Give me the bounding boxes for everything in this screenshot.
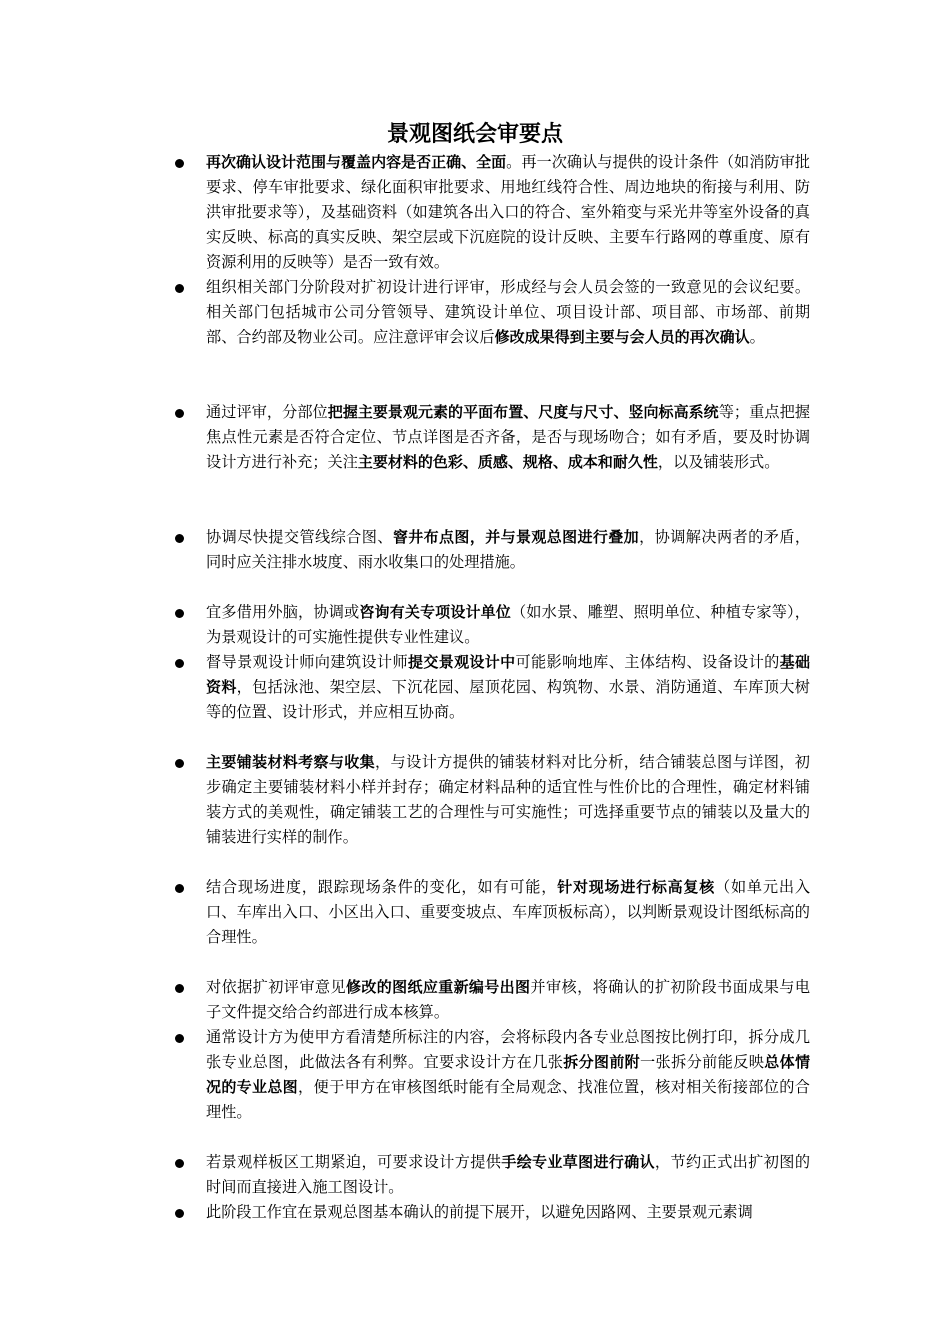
emphasis-text: 拆分图前附 — [563, 1053, 641, 1071]
list-item-text — [206, 525, 810, 575]
body-text: 并审核，将确认的扩初阶段书面成果与电子文件提交给合约部进行成本核算。 — [206, 978, 811, 1021]
body-text: 督导景观设计师向建筑设计师 — [206, 653, 409, 671]
bullet-icon — [175, 609, 184, 618]
body-text: ，包括泳池、架空层、下沉花园、屋顶花园、构筑物、水景、消防通道、车库顶大树等的位置、设计形式，并应相互协商。 — [206, 678, 810, 721]
list-item-text — [206, 400, 810, 475]
body-text: 协调尽快提交管线综合图、 — [206, 528, 393, 546]
list-item-text — [206, 1150, 810, 1200]
body-text: 等；重点把握焦点性元素是否符合定位、节点详图是否齐备，是否与现场吻合；如有矛盾，要及时协调设计方进行补充；关注 — [206, 403, 811, 471]
bullet-icon — [175, 659, 184, 668]
emphasis-text: 修改成果得到主要与会人员的再次确认 — [494, 328, 750, 346]
bullet-icon — [175, 1209, 184, 1218]
bullet-icon — [175, 984, 184, 993]
bullet-icon — [175, 1159, 184, 1168]
emphasis-text: 咨询有关专项设计单位 — [359, 603, 511, 621]
body-text: ，协调解决两者的矛盾，同时应关注排水坡度、雨水收集口的处理措施。 — [206, 528, 811, 571]
bullet-icon — [175, 159, 184, 168]
body-text: 若景观样板区工期紧迫，可要求设计方提供 — [206, 1153, 502, 1171]
body-text: ，与设计方提供的铺装材料对比分析，结合铺装总图与详图，初步确定主要铺装材料小样并封存；确定材料品种的适宜性与性价比的合理性，确定材料铺装方式的美观性，确定铺装工艺的合理性与可实施性；可选择重要节点的铺装以及量大的铺装进行实样的制作。 — [206, 753, 810, 846]
emphasis-text: 修改的图纸应重新编号出图 — [346, 978, 531, 996]
list-item-text — [206, 275, 810, 350]
emphasis-text: 提交景观设计中 — [408, 653, 516, 671]
body-text: ，节约正式出扩初图的时间而直接进入施工图设计。 — [206, 1153, 811, 1196]
list-item-text — [206, 975, 810, 1025]
body-text: 。再一次确认与提供的设计条件（如消防审批要求、停车审批要求、绿化面积审批要求、用地红线符合性、周边地块的衔接与利用、防洪审批要求等），及基础资料（如建筑各出入口的符合、室外箱变与采光井等室外设备的真实反映、标高的真实反映、架空层或下沉庭院的设计反映、主要车行路网的尊重度、原有资源利用的反映等）是否一致有效。 — [206, 153, 810, 271]
body-text: ，以及铺装形式。 — [657, 453, 780, 471]
emphasis-text: 窨井布点图，并与景观总图进行叠加 — [392, 528, 640, 546]
body-text: 一张拆分前能反映 — [640, 1053, 765, 1071]
body-text: （如单元出入口、车库出入口、小区出入口、重要变坡点、车库顶板标高），以判断景观设计图纸标高的合理性。 — [206, 878, 811, 946]
list-item-text — [206, 1025, 810, 1125]
body-text: 对依据扩初评审意见 — [206, 978, 346, 996]
page-title: 景观图纸会审要点 — [386, 122, 563, 147]
list-item-text — [206, 1200, 810, 1225]
body-text: （如水景、雕塑、照明单位、种植专家等），为景观设计的可实施性提供专业性建议。 — [206, 603, 810, 646]
list-item-text — [206, 750, 810, 850]
body-text: 组织相关部门分阶段对扩初设计进行评审，形成经与会人员会签的一致意见的会议纪要。相关部门包括城市公司分管领导、建筑设计单位、项目设计部、项目部、市场部、前期部、合约部及物业公司。应注意评审会议后 — [206, 278, 810, 346]
bullet-icon — [175, 409, 184, 418]
body-text: 。 — [749, 328, 765, 346]
bullet-icon — [175, 759, 184, 768]
emphasis-text: 把握主要景观元素的平面布置、尺度与尺寸、竖向标高系统 — [327, 403, 719, 421]
emphasis-text: 主要材料的色彩、质感、规格、成本和耐久性 — [357, 453, 658, 471]
list-item-text — [206, 875, 810, 950]
body-text: 此阶段工作宜在景观总图基本确认的前提下展开，以避免因路网、主要景观元素调 — [206, 1203, 753, 1221]
emphasis-text: 总体情况的专业总图 — [206, 1053, 810, 1096]
bullet-icon — [175, 884, 184, 893]
bullet-icon — [175, 534, 184, 543]
body-text: 通常设计方为使甲方看清楚所标注的内容，会将标段内各专业总图按比例打印，拆分成几张专业总图，此做法各有利弊。宜要求设计方在几张 — [206, 1028, 810, 1071]
bullet-icon — [175, 284, 184, 293]
body-text: 宜多借用外脑，协调或 — [206, 603, 360, 621]
emphasis-text: 基础资料 — [206, 653, 811, 696]
bullet-icon — [175, 1034, 184, 1043]
list-item-text — [206, 150, 810, 275]
emphasis-text: 主要铺装材料考察与收集 — [206, 753, 375, 771]
body-text: ，便于甲方在审核图纸时能有全局观念、找准位置，核对相关衔接部位的合理性。 — [206, 1078, 810, 1121]
emphasis-text: 手绘专业草图进行确认 — [501, 1153, 655, 1171]
list-item-text — [206, 600, 810, 650]
body-text: 结合现场进度，跟踪现场条件的变化，如有可能， — [206, 878, 558, 896]
list-item-text — [206, 650, 810, 725]
emphasis-text: 再次确认设计范围与覆盖内容是否正确、全面 — [206, 153, 507, 171]
body-text: 可能影响地库、主体结构、设备设计的 — [515, 653, 780, 671]
body-text: 通过评审，分部位 — [206, 403, 328, 421]
emphasis-text: 针对现场进行标高复核 — [557, 878, 715, 896]
